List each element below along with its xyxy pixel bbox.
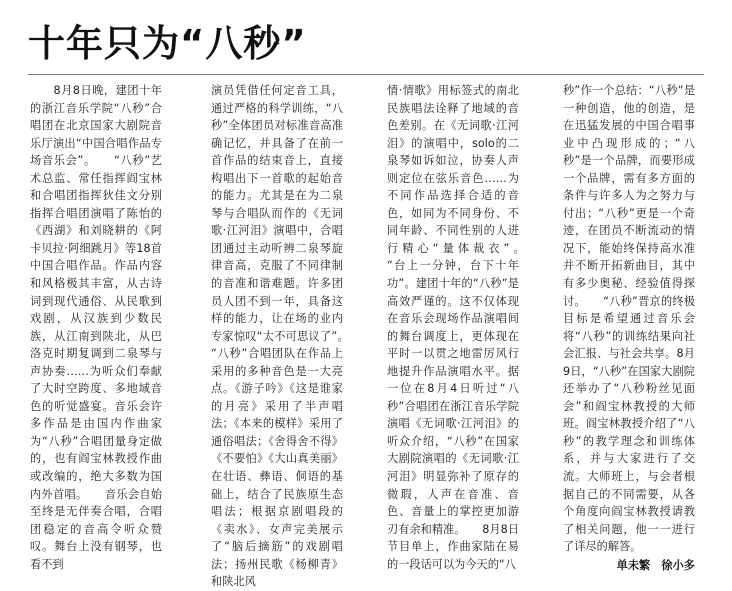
column-1-text: 8月8日晚，建团十年的浙江音乐学院“八秒”合唱团在北京国家大剧院音乐厅演出“中国合唱作品专场音乐会”。 “八秒”艺术总监、常任指挥阎宝林和合唱团指挥狄佳文分别指挥合唱团演唱了陈怡的《西湖》和刘晓耕的《阿卡贝拉·阿细跳月》等18首中国合唱作品。作品内容和风格极其丰富，从古诗词到现代通俗、从民歌到戏剧，从汉族到少数民族，从江南到陕北，从巴洛克时期复调到二泉琴与声协奏……为听众们奉献了大时空跨度、多地域音色的听觉盛宴。音乐会许多作品是由国内作曲家为“八秒”合唱团量身定做的，也有阎宝林教授作曲或改编的，绝大多数为国内外首唱。 音乐会自始至终是无伴奏合唱，合唱团稳定的音高令听众赞叹。舞台上没有钢琴，也看不到	[30, 84, 162, 571]
column-3-text: 情·情歌》用标签式的南北民族唱法诠释了地域的音色差别。在《无词歌·江河泪》的演唱中，solo的二泉琴如诉如泣，协奏人声则定位在弦乐音色……为不同作品选择合适的音色，如同为不同身份、不同年龄、不同性别的人进行精心“量体裁衣”。 “台上一分钟，台下十年功”。建团十年的“八秒”是高效严谨的。这不仅体现在音乐会现场作品演唱间的舞台调度上，更体现在平时一以贯之地雷厉风行地提升作品演唱水平。据一位在8月4日听过“八秒”合唱团在浙江音乐学院演唱《无词歌·江河泪》的听众介绍，“八秒”在国家大剧院演唱的《无词歌·江河泪》明显弥补了原存的微瑕，人声在音准、音色、音量上的掌控更加游刃有余和精准。 8月8日节目单上，作曲家陆在易的一段话可以为今天的“八	[387, 84, 542, 571]
article-column-2	[211, 82, 366, 589]
headline-divider	[28, 74, 704, 75]
article-column-1	[30, 82, 162, 571]
column-4-text: 秒”作一个总结：“八秒”是一种创造，他的创造，是在迅猛发展的中国合唱事业中凸现形成的；“八秒”是一个品牌，而要形成一个品牌，需有多方面的条件与许多人为之努力与付出；“八秒”更是一个奇迹，在团员不断流动的情况下，能始终保持高水准并不断开拓新曲目，其中有多少奥秘、经验值得探讨。 “八秒”晋京的终极目标是希望通过音乐会将“八秒”的训练结果向社会汇报、与社会共享。8月9日，“八秒”在国家大剧院还举办了“八秒粉丝见面会”和阎宝林教授的大师班。阎宝林教授介绍了“八秒”的教学理念和训练体系，并与大家进行了交流。大师班上，与会者根据自己的不同需要，从各个角度向阎宝林教授请教了相关问题，他一一进行了详尽的解答。	[563, 84, 695, 554]
article-column-4	[563, 82, 695, 572]
article-body	[0, 82, 732, 589]
article-headline: 十年只为“八秒”	[28, 22, 307, 65]
article-byline: 单未繁 徐小多	[616, 558, 695, 572]
column-2-text: 演员凭借任何定音工具，通过严格的科学训练，“八秒”全体团员对标准音高准确记忆，并具备了在前一首作品的结束音上，直接构唱出下一首歌的起始音的能力。尤其是在为二泉琴与合唱队而作的《无词歌·江河泪》演唱中，合唱团通过主动听辨二泉琴旋律音高，克服了不同律制的音准和谐难题。许多团员人团不到一年，具备这样的能力，让在场的业内专家惊叹“太不可思议了”。 “八秒”合唱团队在作品上采用的多种音色是一大亮点。《游子吟》《这是谁家的月亮》采用了半声唱法；《本来的模样》采用了通俗唱法；《舍得舍不得》《不要怕》《大山真美丽》在壮语、彝语、侗语的基础上，结合了民族原生态唱法；根据京剧唱段的《卖水》、女声完美展示了“脑后摘筋”的戏剧唱法；扬州民歌《杨柳青》和陕北风	[211, 84, 366, 589]
article-column-3	[387, 82, 542, 571]
